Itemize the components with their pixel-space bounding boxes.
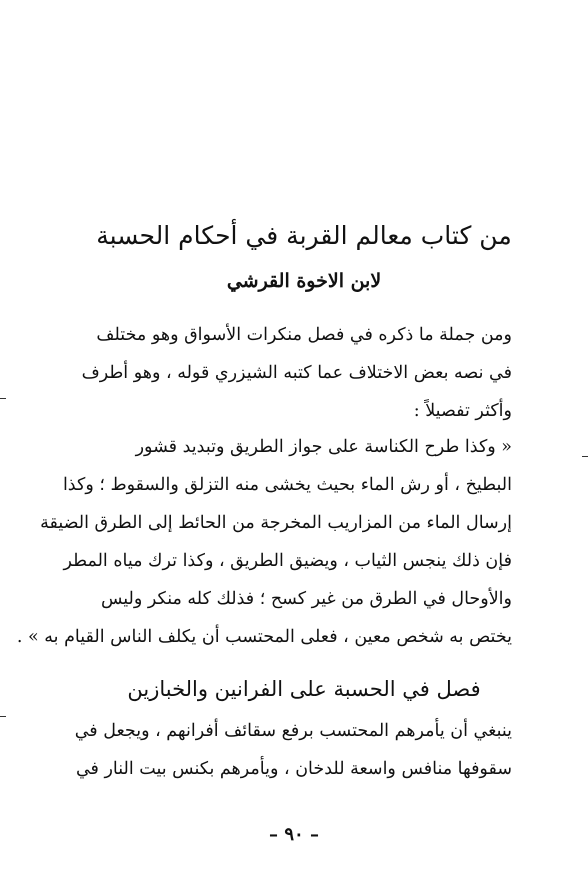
margin-tick	[0, 716, 6, 717]
section-paragraph	[74, 712, 512, 788]
text-line: يختص به شخص معين ، فعلى المحتسب أن يكلف الناس القيام به » .	[16, 627, 512, 647]
section-heading: فصل في الحسبة على الفرانين والخبازين	[127, 677, 481, 701]
text-line: والأوحال في الطرق من غير كسح ؛ فذلك كله منكر وليس	[100, 589, 512, 609]
text-line: فإن ذلك ينجس الثياب ، ويضيق الطريق ، وكذا ترك مياه المطر	[63, 551, 512, 571]
text-line: ومن جملة ما ذكره في فصل منكرات الأسواق وهو مختلف	[96, 325, 512, 345]
text-line: البطيخ ، أو رش الماء بحيث يخشى منه التزلق والسقوط ؛ وكذا	[62, 475, 512, 495]
page-number: – ٩٠ –	[269, 824, 319, 845]
margin-tick	[0, 398, 6, 399]
text-line: سقوفها منافس واسعة للدخان ، ويأمرهم بكنس بيت النار في	[75, 759, 512, 779]
text-line: إرسال الماء من المزاريب المخرجة من الحائط إلى الطرق الضيقة	[40, 513, 512, 533]
text-line: ينبغي أن يأمرهم المحتسب برفع سقائف أفرانهم ، ويجعل في	[74, 721, 512, 741]
text-line: وأكثر تفصيلاً :	[413, 401, 512, 421]
intro-paragraph	[81, 316, 512, 430]
author-subtitle: لابن الاخوة القرشي	[226, 270, 382, 292]
text-line: في نصه بعض الاختلاف عما كتبه الشيزري قوله ، وهو أطرف	[81, 363, 512, 383]
text-line: « وكذا طرح الكناسة على جواز الطريق وتبديد قشور	[135, 437, 512, 457]
margin-tick	[582, 456, 588, 457]
page-title: من كتاب معالم القربة في أحكام الحسبة	[96, 221, 512, 250]
quoted-paragraph	[16, 428, 512, 656]
